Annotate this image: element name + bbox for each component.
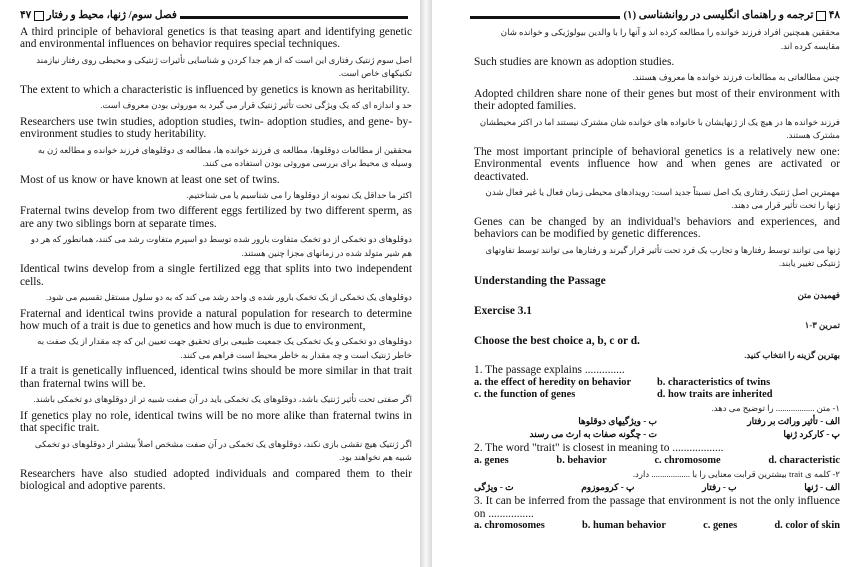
answer-option-persian: الف - تأثیر وراثت بر رفتار xyxy=(747,416,840,427)
english-paragraph: Fraternal and identical twins provide a natural population for research to determine how much of a trait is due to genetics and how much is due to environment, xyxy=(20,307,412,332)
persian-translation: دوقلوهای دو تخمکی از دو تخمک متفاوت بارور شده توسط دو اسپرم متفاوت رشد می کنند، همانطور که هر دو هم شیر متولد شده در زمانهای مجزا چنین هستند. xyxy=(30,234,412,258)
english-paragraph: Fraternal twins develop from two different eggs fertilized by two different sperm, as are any two siblings born at separate times. xyxy=(20,205,412,230)
answer-options xyxy=(474,377,840,401)
english-paragraph: If genetics play no role, identical twins will be no more alike than fraternal twins in that specific trait. xyxy=(20,409,412,435)
section-title: Understanding the Passage xyxy=(474,274,606,287)
english-paragraph: The extent to which a characteristic is influenced by genetics is known as heritability. xyxy=(20,83,410,96)
persian-translation: اگر ژنتیک هیچ نقشی بازی نکند، دوقلوهای یک تخمکی در آن صفت مشخص اصلاً بیشتر از دوقلوهای دو تخمکی شبیه هم نخواهند بود. xyxy=(34,438,412,462)
right-page-book-title: ترجمه و راهنمای انگلیسی در روانشناسی (۱) xyxy=(623,10,814,21)
header-rule xyxy=(180,16,408,19)
english-paragraph: Researchers have also studied adopted individuals and compared them to their biological and adoptive parents. xyxy=(20,467,412,492)
question-stem: 3. It can be inferred from the passage that environment is not the only influence on ................ xyxy=(474,495,840,520)
persian-translation: حد و اندازه ای که یک ویژگی تحت تأثیر ژنتیک قرار می گیرد به موروثی بودن معروف است. xyxy=(100,100,412,111)
answer-option[interactable]: c. the function of genes xyxy=(474,388,576,400)
answer-options-persian xyxy=(474,415,840,441)
english-paragraph: Most of us know or have known at least one set of twins. xyxy=(20,173,280,186)
left-page-number: ۴۷ xyxy=(20,10,32,21)
square-icon xyxy=(34,11,44,21)
english-paragraph: Adopted children share none of their genes but most of their environment with their adopted families. xyxy=(474,87,840,113)
question-stem-persian: ۲- کلمه ی trait بیشترین قرابت معنایی را با .................. دارد. xyxy=(632,468,840,479)
english-paragraph: A third principle of behavioral genetics is that teasing apart and identifying genetic and environmental influences on behavior requires special techniques. xyxy=(20,26,412,51)
left-page-content xyxy=(20,26,412,492)
persian-translation: اصل سوم ژنتیک رفتاری این است که از هم جدا کردن و شناسایی تأثیرات ژنتیکی و محیطی روی رفتار نیازمند تکنیکهای خاص است. xyxy=(36,54,412,79)
persian-translation: ژنها می توانند توسط رفتارها و تجارب یک فرد تحت تأثیر قرار گیرند و رفتارها می توانند توسط تفاوتهای ژنتیکی تغییر یابند. xyxy=(485,244,840,269)
right-page-header xyxy=(470,9,840,25)
exercise-instruction: Choose the best choice a, b, c or d. xyxy=(474,334,640,347)
answer-option-persian: پ - کروموزوم xyxy=(581,482,635,493)
answer-option[interactable]: a. genes xyxy=(474,454,509,466)
question-stem-persian: ۱- متن .................. را توضیح می دهد. xyxy=(711,402,840,413)
answer-option[interactable]: c. chromosome xyxy=(654,454,721,466)
answer-option[interactable]: a. the effect of heredity on behavior xyxy=(474,376,632,388)
right-page-header-text xyxy=(624,9,841,21)
left-page-chapter-title: فصل سوم/ ژنها، محیط و رفتار xyxy=(46,10,177,21)
right-page-number: ۴۸ xyxy=(828,10,840,21)
answer-option[interactable]: d. color of skin xyxy=(774,520,840,532)
answer-option-persian: ب - رفتار xyxy=(702,482,737,493)
answer-option[interactable]: b. human behavior xyxy=(581,520,666,532)
answer-options xyxy=(474,520,840,532)
answer-option-persian: ب - ویژگیهای دوقلوها xyxy=(578,416,657,427)
answer-option[interactable]: b. behavior xyxy=(556,454,607,466)
persian-translation: دوقلوهای یک تخمکی از یک تخمک بارور شده ی واحد رشد می کند که به دو سلول مستقل تقسیم می شود. xyxy=(45,292,412,303)
answer-option-persian: الف - ژنها xyxy=(804,482,840,493)
answer-option[interactable]: b. characteristics of twins xyxy=(657,376,771,388)
persian-translation: محققین از مطالعات دوقلوها، مطالعه ی فرزند خوانده ها، مطالعه ی دوقلوهای فرزند خوانده و مطالعه ژن به وسیله ی محیط برای بررسی موروثی بودن استفاده می کنند. xyxy=(37,144,412,169)
square-icon xyxy=(816,11,826,21)
english-paragraph: Identical twins develop from a single fertilized egg that splits into two independent cells. xyxy=(20,263,412,288)
english-paragraph: Researchers use twin studies, adoption studies, twin- adoption studies, and gene- by- environment studies to study heritability. xyxy=(20,115,412,141)
answer-option-persian: ت - ویژگی xyxy=(474,482,514,493)
section-title-persian: فهمیدن متن xyxy=(797,290,840,301)
right-page xyxy=(432,0,852,567)
answer-options xyxy=(474,455,840,467)
answer-option[interactable]: c. genes xyxy=(703,520,738,532)
question-stem: 2. The word "trait" is closest in meaning to .................. xyxy=(474,442,724,455)
persian-translation: دوقلوهای دو تخمکی و یک تخمکی یک جمعیت طبیعی برای تحقیق جهت تعیین این که چه مقدار از یک صفت به خاطر ژنتیک است و چه مقدار به خاطر محیط است فراهم می کنند. xyxy=(37,336,412,360)
exercise-instruction-persian: بهترین گزینه را انتخاب کنید. xyxy=(744,349,840,360)
english-paragraph: Genes can be changed by an individual's behaviors and experiences, and behaviors can be modified by genetic differences. xyxy=(474,215,840,241)
exercise-title-persian: تمرین ۳-۱ xyxy=(804,320,840,331)
persian-translation: فرزند خوانده ها در هیچ یک از ژنهایشان با خانواده های خوانده شان مشترک نیستند اما در اکثر محیطشان مشترک هستند. xyxy=(479,116,840,141)
exercise-title: Exercise 3.1 xyxy=(474,304,532,317)
answer-option[interactable]: a. chromosomes xyxy=(474,520,545,532)
header-rule xyxy=(470,16,620,19)
left-page xyxy=(0,0,420,567)
right-page-content xyxy=(474,26,840,532)
answer-option-persian: ت - چگونه صفات به ارث می رسند xyxy=(529,429,657,440)
english-paragraph: The most important principle of behavioral genetics is a relatively new one: Environmental events influence how and when genes are activated or deactivated. xyxy=(474,145,840,183)
question-2 xyxy=(474,442,840,494)
answer-option[interactable]: d. characteristic xyxy=(768,454,840,466)
question-1 xyxy=(474,364,840,441)
persian-translation: اگر صفتی تحت تأثیر ژنتیک باشد، دوقلوهای یک تخمکی باید در آن صفت شبیه تر از دوقلوهای دو تخمکی باشند. xyxy=(33,394,412,405)
answer-option-persian: پ - کارکرد ژنها xyxy=(783,429,840,440)
persian-translation: محققین همچنین افراد فرزند خوانده را مطالعه کرده اند و آنها را با والدین بیولوژیکی و خوانده شان مقایسه کرده اند. xyxy=(500,27,840,51)
answer-option[interactable]: d. how traits are inherited xyxy=(657,388,773,400)
book-gutter xyxy=(420,0,432,567)
persian-translation: مهمترین اصل ژنتیک رفتاری یک اصل نسبتاً جدید است: رویدادهای محیطی زمان فعال یا غیر فعال شدن ژنها را تحت تأثیر قرار می دهند. xyxy=(485,186,840,211)
question-3 xyxy=(474,495,840,532)
question-stem: 1. The passage explains .............. xyxy=(474,364,625,377)
english-paragraph: Such studies are known as adoption studies. xyxy=(474,56,675,68)
english-paragraph: If a trait is genetically influenced, identical twins should be more similar in that trait than fraternal twins will be. xyxy=(20,365,412,390)
answer-options-persian xyxy=(474,481,840,494)
persian-translation: اکثر ما حداقل یک نمونه از دوقلوها را می شناسیم یا می شناختیم. xyxy=(186,189,412,200)
persian-translation: چنین مطالعاتی به مطالعات فرزند خوانده ها معروف هستند. xyxy=(632,72,840,83)
left-page-header xyxy=(20,9,408,25)
